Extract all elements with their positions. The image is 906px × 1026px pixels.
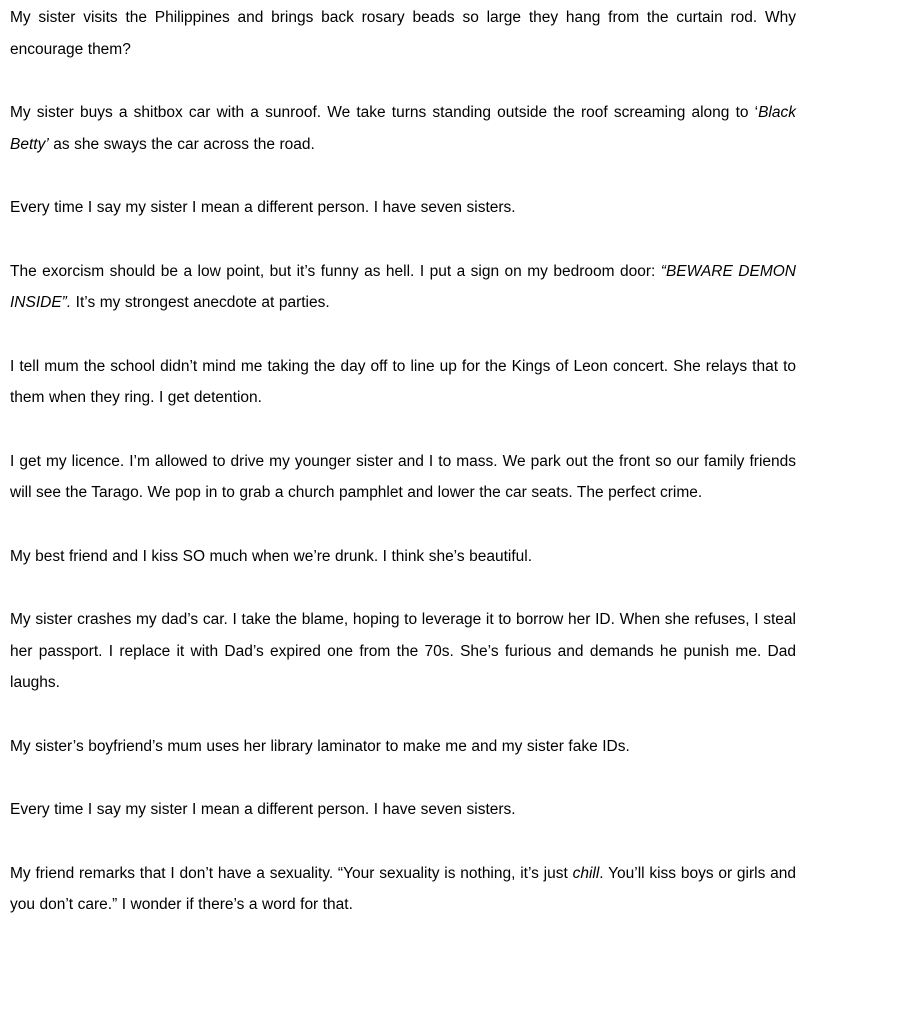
paragraph <box>10 731 796 763</box>
text-run: My best friend and I kiss SO much when we’re drunk. I think she’s beautiful. <box>10 547 533 565</box>
text-run: The exorcism should be a low point, but it’s funny as hell. I put a sign on my bedroom door: <box>10 262 661 280</box>
document-body <box>0 2 906 921</box>
text-run: It’s my strongest anecdote at parties. <box>71 294 330 311</box>
paragraph <box>10 446 796 509</box>
paragraph-container <box>10 2 796 921</box>
paragraph <box>10 858 796 921</box>
text-run: My sister crashes my dad’s car. I take the blame, hoping to leverage it to borrow her ID. When she refuses, I steal her passport. I replace it with Dad’s expired one from the 70s. She’s furious and demands he punish me. Dad laughs. <box>10 611 796 691</box>
paragraph <box>10 97 796 160</box>
emphasis-text: Black Betty’ <box>10 104 796 153</box>
paragraph <box>10 604 796 699</box>
text-run: I tell mum the school didn’t mind me taking the day off to line up for the Kings of Leon concert. She relays that to them when they ring. I get detention. <box>10 357 796 406</box>
text-run: My friend remarks that I don’t have a sexuality. “Your sexuality is nothing, it’s just <box>10 864 573 882</box>
text-run: My sister visits the Philippines and brings back rosary beads so large they hang from the curtain rod. Why encourage them? <box>10 9 796 58</box>
text-run: as she sways the car across the road. <box>48 135 315 153</box>
text-run: Every time I say my sister I mean a different person. I have seven sisters. <box>10 801 516 818</box>
emphasis-text: chill <box>572 864 600 882</box>
text-run: My sister buys a shitbox car with a sunroof. We take turns standing outside the roof screaming along to ‘ <box>10 104 759 121</box>
text-run: My sister’s boyfriend’s mum uses her library laminator to make me and my sister fake IDs. <box>10 737 630 755</box>
paragraph <box>10 794 796 826</box>
paragraph <box>10 541 796 573</box>
text-run: . You’ll kiss boys or girls and you don’t care.” I wonder if there’s a word for that. <box>10 864 796 913</box>
paragraph <box>10 192 796 224</box>
paragraph <box>10 256 796 319</box>
text-run: Every time I say my sister I mean a different person. I have seven sisters. <box>10 199 516 216</box>
text-run: I get my licence. I’m allowed to drive my younger sister and I to mass. We park out the front so our family friends will see the Tarago. We pop in to grab a church pamphlet and lower the car seats. The perfect crime. <box>10 452 796 501</box>
paragraph <box>10 2 796 65</box>
emphasis-text: “BEWARE DEMON INSIDE”. <box>10 262 796 311</box>
paragraph <box>10 351 796 414</box>
